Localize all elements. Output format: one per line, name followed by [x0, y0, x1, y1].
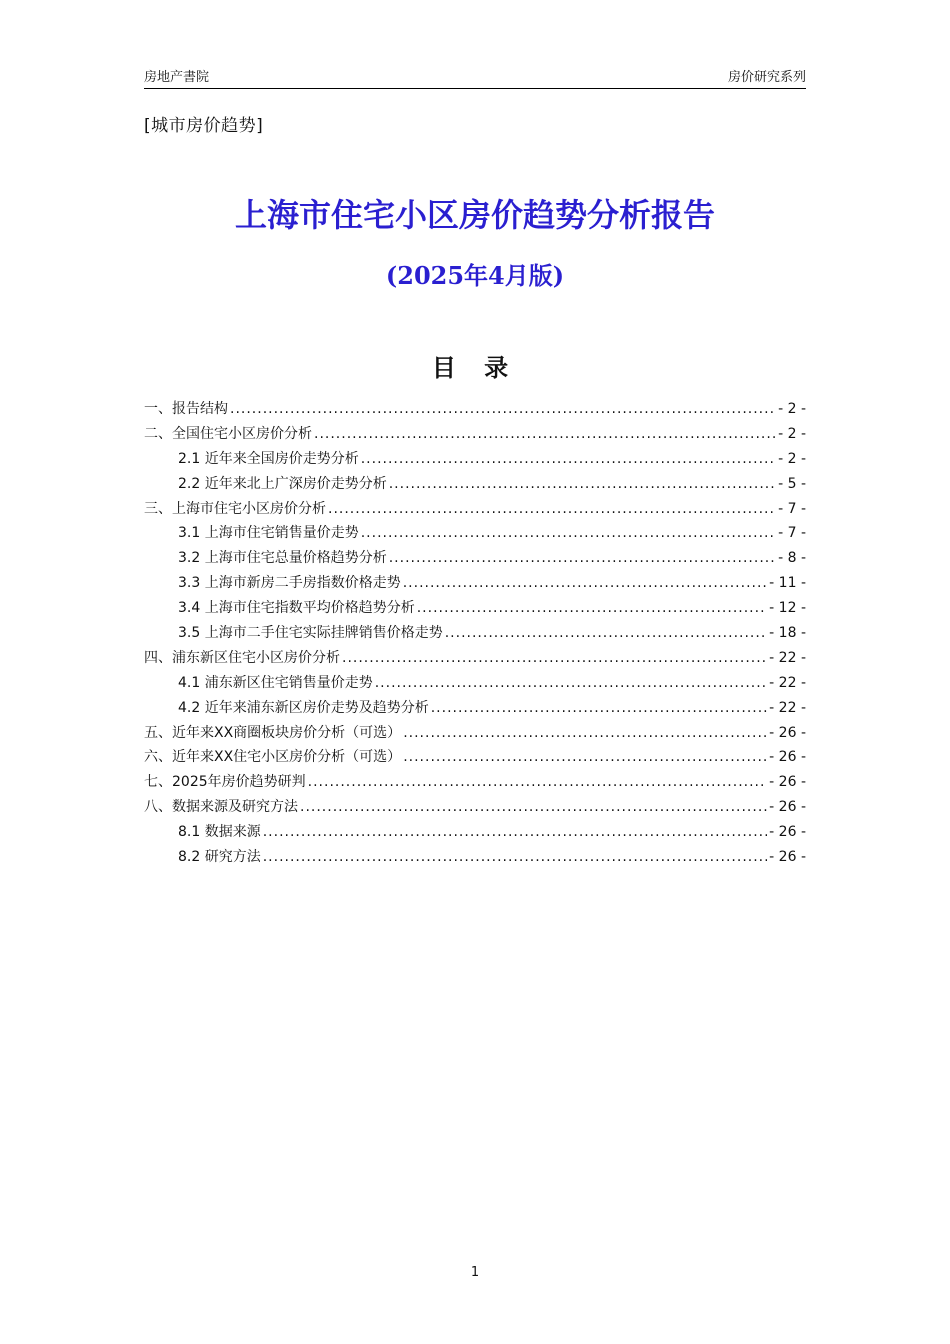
toc-entry-label: 3.2 上海市住宅总量价格趋势分析 — [178, 550, 387, 567]
toc-entry-page: - 26 - — [769, 824, 806, 841]
toc-entry-page: - 26 - — [769, 774, 806, 791]
toc-entry-page: - 2 - — [778, 450, 806, 467]
toc-dot-leader — [300, 795, 767, 820]
toc-entry-label: 一、报告结构 — [144, 401, 228, 417]
toc-entry-label: 4.1 浦东新区住宅销售量价走势 — [178, 674, 373, 691]
toc-entry[interactable] — [144, 696, 806, 721]
toc-entry[interactable] — [144, 795, 806, 820]
toc-entry-page: - 7 - — [778, 525, 806, 542]
toc-entry[interactable] — [144, 521, 806, 546]
toc-entry-label: 3.3 上海市新房二手房指数价格走势 — [178, 575, 401, 592]
toc-dot-leader — [431, 696, 767, 721]
toc-entry[interactable] — [144, 845, 806, 870]
toc-dot-leader — [328, 497, 776, 522]
category-tag: [城市房价趋势] — [144, 116, 264, 136]
toc-entry-label: 2.2 近年来北上广深房价走势分析 — [178, 475, 387, 492]
toc-entry-page: - 5 - — [778, 475, 806, 492]
toc-entry-label: 二、全国住宅小区房价分析 — [144, 425, 312, 442]
toc-entry[interactable] — [144, 721, 806, 746]
toc-entry-page: - 26 - — [769, 749, 806, 766]
header-series: 房价研究系列 — [727, 70, 806, 85]
toc-entry-page: - 8 - — [778, 550, 806, 567]
toc-entry-page: - 22 - — [769, 699, 806, 716]
toc-entry-page: - 11 - — [769, 575, 806, 592]
toc-entry-page: - 26 - — [769, 799, 806, 816]
toc-entry-page: - 26 - — [769, 724, 806, 741]
toc-entry-label: 三、上海市住宅小区房价分析 — [144, 500, 326, 517]
toc-entry-label: 五、近年来XX商圈板块房价分析（可选） — [144, 724, 402, 741]
header-publisher: 房地产書院 — [144, 70, 210, 85]
toc-dot-leader — [403, 721, 767, 746]
toc-entry[interactable] — [144, 571, 806, 596]
toc-entry-label: 六、近年来XX住宅小区房价分析（可选） — [144, 749, 402, 766]
toc-entry[interactable] — [144, 397, 806, 422]
toc-dot-leader — [403, 745, 767, 770]
toc-dot-leader — [263, 845, 767, 870]
toc-entry-label: 2.1 近年来全国房价走势分析 — [178, 450, 359, 467]
toc-entry-page: - 22 - — [769, 649, 806, 666]
toc-entry[interactable] — [144, 646, 806, 671]
toc-entry[interactable] — [144, 770, 806, 795]
toc-entry[interactable] — [144, 447, 806, 472]
toc-entry-label: 8.2 研究方法 — [178, 849, 261, 866]
toc-dot-leader — [308, 770, 768, 795]
toc-entry-page: - 7 - — [778, 500, 806, 517]
toc-dot-leader — [314, 422, 776, 447]
toc-entry-page: - 2 - — [778, 401, 806, 417]
toc-dot-leader — [389, 472, 776, 497]
toc-entry-label: 八、数据来源及研究方法 — [144, 799, 298, 816]
toc-entry-label: 四、浦东新区住宅小区房价分析 — [144, 649, 340, 666]
page-number: 1 — [470, 1265, 480, 1280]
toc-dot-leader — [230, 397, 776, 422]
toc-dot-leader — [263, 820, 767, 845]
toc-dot-leader — [375, 671, 767, 696]
report-edition: (2025年4月版) — [385, 261, 565, 290]
toc-dot-leader — [361, 521, 776, 546]
toc-entry-page: - 18 - — [769, 625, 806, 642]
toc-dot-leader — [403, 571, 767, 596]
toc-dot-leader — [445, 621, 767, 646]
toc-heading: 目 录 — [431, 354, 519, 382]
toc-entry-label: 七、2025年房价趋势研判 — [144, 774, 306, 791]
toc-entry-label: 3.4 上海市住宅指数平均价格趋势分析 — [178, 600, 415, 617]
toc-entry-label: 3.5 上海市二手住宅实际挂牌销售价格走势 — [178, 625, 443, 642]
toc-entry-label: 4.2 近年来浦东新区房价走势及趋势分析 — [178, 699, 429, 716]
toc-entry[interactable] — [144, 745, 806, 770]
toc-entry-page: - 2 - — [778, 425, 806, 442]
toc-entry[interactable] — [144, 422, 806, 447]
toc-entry-page: - 12 - — [769, 600, 806, 617]
toc-dot-leader — [342, 646, 767, 671]
report-title: 上海市住宅小区房价趋势分析报告 — [234, 196, 715, 234]
toc-entry-page: - 22 - — [769, 674, 806, 691]
toc-entry-page: - 26 - — [769, 849, 806, 866]
toc-entry[interactable] — [144, 820, 806, 845]
toc-entry[interactable] — [144, 472, 806, 497]
toc-entry[interactable] — [144, 621, 806, 646]
page-header — [144, 68, 806, 89]
toc-dot-leader — [389, 546, 776, 571]
toc-entry[interactable] — [144, 546, 806, 571]
toc-entry-label: 3.1 上海市住宅销售量价走势 — [178, 525, 359, 542]
toc-dot-leader — [417, 596, 767, 621]
toc-entry[interactable] — [144, 671, 806, 696]
toc-entry-label: 8.1 数据来源 — [178, 824, 261, 841]
toc-entry[interactable] — [144, 497, 806, 522]
toc-entry[interactable] — [144, 596, 806, 621]
toc-dot-leader — [361, 447, 776, 472]
table-of-contents — [144, 397, 806, 870]
